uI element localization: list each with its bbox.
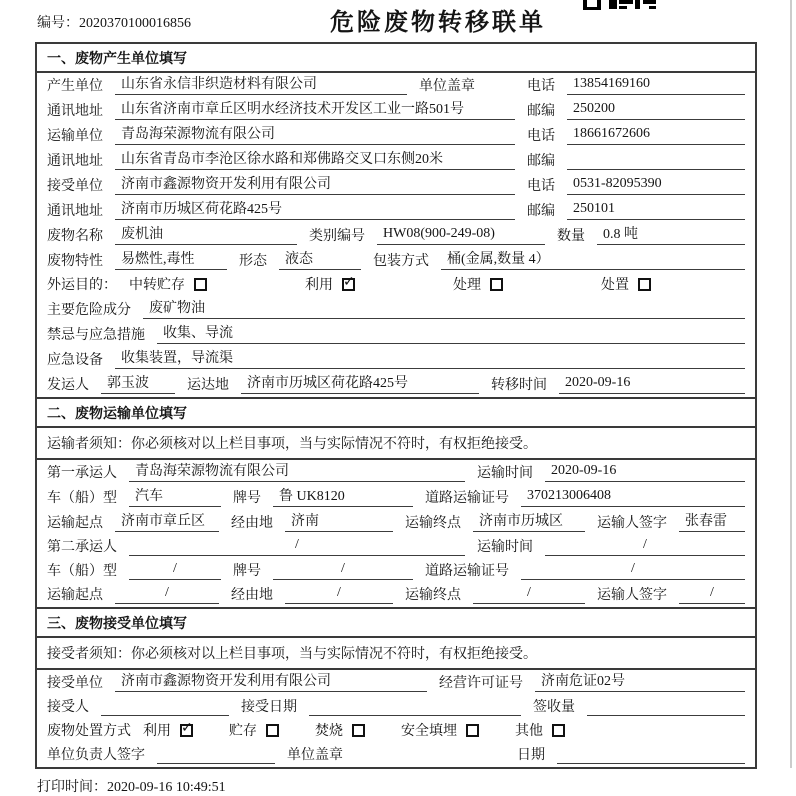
field-value: 济南 <box>285 510 393 532</box>
field-value: / <box>115 585 219 604</box>
checkbox-field <box>601 274 651 294</box>
field-label: 外运目的： <box>47 278 117 293</box>
form-box <box>35 42 757 769</box>
field-label: 道路运输证号 <box>425 564 509 579</box>
form-row <box>37 273 755 297</box>
checkbox-label: 处理 <box>453 278 481 293</box>
form-row <box>37 535 755 559</box>
field-value: 250101 <box>567 201 745 220</box>
field-value <box>101 697 229 716</box>
checkbox-label: 贮存 <box>229 724 257 739</box>
field-value: 济南危证02号 <box>535 670 745 692</box>
form-row <box>37 198 755 223</box>
form-row <box>37 148 755 173</box>
form-row <box>37 347 755 372</box>
form-row <box>37 695 755 719</box>
form-section-2 <box>37 397 755 607</box>
checkbox-label: 处置 <box>601 278 629 293</box>
field-value: 鲁 UK8120 <box>273 485 413 507</box>
checkbox-field <box>401 720 479 740</box>
checkbox-label: 安全填埋 <box>401 724 457 739</box>
form-row <box>37 485 755 510</box>
section-header: 三、废物接受单位填写 <box>37 609 755 638</box>
checkbox-label: 其他 <box>515 724 543 739</box>
field-value: 废矿物油 <box>143 297 745 319</box>
print-time <box>37 776 796 796</box>
doc-number-value: 2020370100016856 <box>79 16 191 31</box>
field-label: 主要危险成分 <box>47 303 131 318</box>
field-label: 单位盖章 <box>287 748 343 763</box>
field-value: 济南市鑫源物资开发利用有限公司 <box>115 670 427 692</box>
document-header <box>0 0 796 42</box>
field-value <box>587 697 745 716</box>
field-value: 2020-09-16 <box>559 375 745 394</box>
field-label: 日期 <box>517 748 545 763</box>
field-label: 运输单位 <box>47 129 103 144</box>
field-value: 济南市章丘区 <box>115 510 219 532</box>
field-value <box>567 151 745 170</box>
form-row <box>37 460 755 485</box>
field-label: 车（船）型 <box>47 491 117 506</box>
field-label: 电话 <box>527 79 555 94</box>
field-label: 通讯地址 <box>47 204 103 219</box>
form-row <box>37 297 755 322</box>
form-section-1 <box>37 44 755 397</box>
page-edge-line <box>790 0 792 768</box>
checkbox-field <box>305 274 355 294</box>
field-label: 邮编 <box>527 104 555 119</box>
field-label: 运输终点 <box>405 588 461 603</box>
print-time-label: 打印时间： <box>37 780 107 795</box>
field-label: 废物处置方式 <box>47 724 131 739</box>
field-label: 电话 <box>527 179 555 194</box>
checkbox-label: 焚烧 <box>315 724 343 739</box>
field-label: 转移时间 <box>491 378 547 393</box>
field-label: 签收量 <box>533 700 575 715</box>
field-label: 发运人 <box>47 378 89 393</box>
field-value <box>157 745 275 764</box>
field-value: 汽车 <box>129 485 221 507</box>
checkbox-field <box>143 720 193 740</box>
field-label: 经营许可证号 <box>439 676 523 691</box>
field-label: 数量 <box>557 229 585 244</box>
field-label: 邮编 <box>527 154 555 169</box>
field-value: 济南市鑫源物资开发利用有限公司 <box>115 173 515 195</box>
field-label: 接受单位 <box>47 179 103 194</box>
form-row <box>37 559 755 583</box>
field-label: 接受人 <box>47 700 89 715</box>
field-value: 青岛海荣源物流有限公司 <box>115 123 515 145</box>
field-label: 牌号 <box>233 564 261 579</box>
field-label: 运输人签字 <box>597 588 667 603</box>
field-value <box>309 697 521 716</box>
field-value: 废机油 <box>115 223 297 245</box>
field-label: 运输时间 <box>477 466 533 481</box>
field-value: / <box>273 561 413 580</box>
field-label: 单位负责人签字 <box>47 748 145 763</box>
field-label: 运达地 <box>187 378 229 393</box>
field-label: 运输终点 <box>405 516 461 531</box>
form-row <box>37 670 755 695</box>
checkbox-icon <box>490 278 503 291</box>
page-title: 危险废物转移联单 <box>330 10 546 36</box>
qr-code-fragment-icon <box>583 0 657 16</box>
checkbox-label: 利用 <box>143 724 171 739</box>
form-section-3 <box>37 607 755 767</box>
field-label: 经由地 <box>231 588 273 603</box>
field-label: 类别编号 <box>309 229 365 244</box>
field-label: 应急设备 <box>47 353 103 368</box>
field-label: 产生单位 <box>47 79 103 94</box>
field-value: / <box>521 561 745 580</box>
field-value: 13854169160 <box>567 76 745 95</box>
checkbox-field <box>315 720 365 740</box>
field-label: 第一承运人 <box>47 466 117 481</box>
checkbox-icon <box>552 724 565 737</box>
field-value: / <box>129 561 221 580</box>
field-label: 车（船）型 <box>47 564 117 579</box>
field-value: 液态 <box>279 248 361 270</box>
form-row <box>37 583 755 607</box>
field-value: 易燃性,毒性 <box>115 248 227 270</box>
field-value: 济南市历城区荷花路425号 <box>241 372 479 394</box>
field-label: 电话 <box>527 129 555 144</box>
field-value: 桶(金属,数量 4） <box>441 248 745 270</box>
form-row <box>37 248 755 273</box>
field-value: 2020-09-16 <box>545 463 745 482</box>
checkbox-icon <box>466 724 479 737</box>
field-label: 单位盖章 <box>419 79 475 94</box>
field-value: 370213006408 <box>521 488 745 507</box>
field-value: 250200 <box>567 101 745 120</box>
field-value: / <box>285 585 393 604</box>
note-text: 运输者须知：你必须核对以上栏目事项，当与实际情况不符时，有权拒绝接受。 <box>47 437 537 452</box>
field-value: / <box>545 537 745 556</box>
field-value: 济南市历城区荷花路425号 <box>115 198 515 220</box>
form-row <box>37 98 755 123</box>
field-label: 运输起点 <box>47 588 103 603</box>
field-value: / <box>473 585 585 604</box>
field-value: 济南市历城区 <box>473 510 585 532</box>
checkbox-label: 利用 <box>305 278 333 293</box>
field-value: / <box>129 537 465 556</box>
field-value: 张春雷 <box>679 510 745 532</box>
checkbox-checked-icon <box>342 278 355 291</box>
checkbox-icon <box>638 278 651 291</box>
checkbox-label: 中转贮存 <box>129 278 185 293</box>
field-value: 山东省青岛市李沧区徐水路和郑佛路交叉口东侧20米 <box>115 148 515 170</box>
doc-number-label: 编号： <box>37 16 79 31</box>
form-row <box>37 173 755 198</box>
field-label: 形态 <box>239 254 267 269</box>
form-row <box>37 322 755 347</box>
field-value: 0.8 吨 <box>597 223 745 245</box>
checkbox-icon <box>266 724 279 737</box>
field-label: 运输起点 <box>47 516 103 531</box>
field-label: 废物特性 <box>47 254 103 269</box>
section-header: 一、废物产生单位填写 <box>37 44 755 73</box>
field-label: 第二承运人 <box>47 540 117 555</box>
field-label: 经由地 <box>231 516 273 531</box>
field-value <box>557 745 745 764</box>
checkbox-field <box>229 720 279 740</box>
form-row <box>37 743 755 767</box>
field-label: 通讯地址 <box>47 104 103 119</box>
checkbox-icon <box>352 724 365 737</box>
form-row <box>37 510 755 535</box>
form-row <box>37 638 755 670</box>
note-text: 接受者须知：你必须核对以上栏目事项，当与实际情况不符时，有权拒绝接受。 <box>47 647 537 662</box>
section-header: 二、废物运输单位填写 <box>37 399 755 428</box>
form-row <box>37 372 755 397</box>
field-value: HW08(900-249-08) <box>377 226 545 245</box>
field-value: / <box>679 585 745 604</box>
field-label: 接受单位 <box>47 676 103 691</box>
checkbox-checked-icon <box>180 724 193 737</box>
field-value: 郭玉波 <box>101 372 175 394</box>
print-time-value: 2020-09-16 10:49:51 <box>107 780 226 795</box>
checkbox-field <box>129 274 207 294</box>
field-label: 废物名称 <box>47 229 103 244</box>
form-row <box>37 428 755 460</box>
field-label: 接受日期 <box>241 700 297 715</box>
field-value: 山东省济南市章丘区明水经济技术开发区工业一路501号 <box>115 98 515 120</box>
checkbox-icon <box>194 278 207 291</box>
field-label: 道路运输证号 <box>425 491 509 506</box>
field-label: 运输人签字 <box>597 516 667 531</box>
field-value: 收集装置，导流渠 <box>115 347 745 369</box>
field-label: 运输时间 <box>477 540 533 555</box>
field-value: 青岛海荣源物流有限公司 <box>129 460 465 482</box>
field-label: 牌号 <box>233 491 261 506</box>
form-row <box>37 73 755 98</box>
field-label: 包装方式 <box>373 254 429 269</box>
field-value: 山东省永信非织造材料有限公司 <box>115 73 407 95</box>
form-row <box>37 123 755 148</box>
field-value: 0531-82095390 <box>567 176 745 195</box>
field-value: 收集、导流 <box>157 322 745 344</box>
field-label: 禁忌与应急措施 <box>47 328 145 343</box>
checkbox-field <box>453 274 503 294</box>
field-label: 通讯地址 <box>47 154 103 169</box>
field-label: 邮编 <box>527 204 555 219</box>
form-row <box>37 719 755 743</box>
checkbox-field <box>515 720 565 740</box>
field-value: 18661672606 <box>567 126 745 145</box>
form-row <box>37 223 755 248</box>
